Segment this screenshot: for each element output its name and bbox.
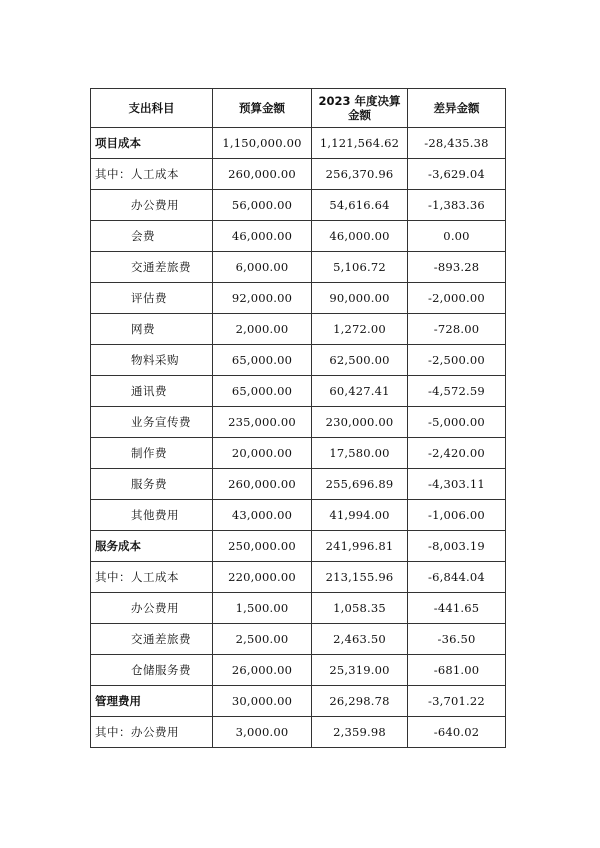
cell-budget: 1,500.00 [213, 593, 312, 624]
expense-table [90, 88, 506, 748]
table-row [91, 283, 506, 314]
cell-budget: 260,000.00 [213, 159, 312, 190]
cell-final: 46,000.00 [312, 221, 408, 252]
cell-subject: 仓储服务费 [91, 655, 213, 686]
cell-subject: 其他费用 [91, 500, 213, 531]
cell-diff: -4,572.59 [408, 376, 506, 407]
header-subject: 支出科目 [91, 89, 213, 128]
table-row [91, 314, 506, 345]
cell-budget: 2,500.00 [213, 624, 312, 655]
cell-diff: -1,006.00 [408, 500, 506, 531]
cell-diff: -2,000.00 [408, 283, 506, 314]
table-row [91, 438, 506, 469]
cell-subject: 交通差旅费 [91, 252, 213, 283]
table-row [91, 252, 506, 283]
cell-final: 41,994.00 [312, 500, 408, 531]
cell-diff: -640.02 [408, 717, 506, 748]
table-row [91, 655, 506, 686]
cell-final: 256,370.96 [312, 159, 408, 190]
header-final-line1: 2023 年度决算 [318, 94, 401, 108]
cell-subject: 物料采购 [91, 345, 213, 376]
cell-diff: -2,500.00 [408, 345, 506, 376]
cell-budget: 65,000.00 [213, 345, 312, 376]
table-row [91, 469, 506, 500]
cell-subject: 评估费 [91, 283, 213, 314]
table-header [91, 89, 506, 128]
cell-subject: 办公费用 [91, 190, 213, 221]
cell-budget: 1,150,000.00 [213, 128, 312, 159]
cell-diff: -2,420.00 [408, 438, 506, 469]
cell-subject: 服务成本 [91, 531, 213, 562]
cell-subject: 业务宣传费 [91, 407, 213, 438]
cell-final: 54,616.64 [312, 190, 408, 221]
table-row [91, 717, 506, 748]
cell-budget: 3,000.00 [213, 717, 312, 748]
cell-diff: 0.00 [408, 221, 506, 252]
cell-budget: 30,000.00 [213, 686, 312, 717]
cell-final: 26,298.78 [312, 686, 408, 717]
cell-subject: 服务费 [91, 469, 213, 500]
table-row [91, 128, 506, 159]
table-row [91, 531, 506, 562]
cell-diff: -441.65 [408, 593, 506, 624]
cell-budget: 20,000.00 [213, 438, 312, 469]
cell-final: 2,463.50 [312, 624, 408, 655]
cell-diff: -28,435.38 [408, 128, 506, 159]
cell-budget: 92,000.00 [213, 283, 312, 314]
cell-diff: -8,003.19 [408, 531, 506, 562]
cell-subject: 通讯费 [91, 376, 213, 407]
cell-final: 230,000.00 [312, 407, 408, 438]
cell-budget: 26,000.00 [213, 655, 312, 686]
cell-final: 241,996.81 [312, 531, 408, 562]
cell-subject: 会费 [91, 221, 213, 252]
cell-subject: 项目成本 [91, 128, 213, 159]
cell-final: 1,121,564.62 [312, 128, 408, 159]
header-final [312, 89, 408, 128]
header-budget: 预算金额 [213, 89, 312, 128]
cell-diff: -893.28 [408, 252, 506, 283]
header-row [91, 89, 506, 128]
table-row [91, 190, 506, 221]
cell-final: 62,500.00 [312, 345, 408, 376]
cell-diff: -1,383.36 [408, 190, 506, 221]
cell-subject: 其中：办公费用 [91, 717, 213, 748]
table-row [91, 593, 506, 624]
cell-subject: 制作费 [91, 438, 213, 469]
cell-diff: -36.50 [408, 624, 506, 655]
header-diff: 差异金额 [408, 89, 506, 128]
cell-diff: -3,629.04 [408, 159, 506, 190]
cell-diff: -5,000.00 [408, 407, 506, 438]
cell-final: 255,696.89 [312, 469, 408, 500]
header-final-line2: 金额 [348, 108, 371, 122]
table-row [91, 562, 506, 593]
table-row [91, 376, 506, 407]
cell-final: 25,319.00 [312, 655, 408, 686]
cell-subject: 管理费用 [91, 686, 213, 717]
cell-subject: 交通差旅费 [91, 624, 213, 655]
cell-diff: -3,701.22 [408, 686, 506, 717]
cell-budget: 46,000.00 [213, 221, 312, 252]
cell-final: 90,000.00 [312, 283, 408, 314]
cell-final: 213,155.96 [312, 562, 408, 593]
cell-subject: 办公费用 [91, 593, 213, 624]
table-row [91, 500, 506, 531]
cell-final: 1,058.35 [312, 593, 408, 624]
cell-final: 17,580.00 [312, 438, 408, 469]
cell-budget: 260,000.00 [213, 469, 312, 500]
cell-budget: 2,000.00 [213, 314, 312, 345]
cell-budget: 6,000.00 [213, 252, 312, 283]
cell-final: 60,427.41 [312, 376, 408, 407]
cell-budget: 235,000.00 [213, 407, 312, 438]
cell-diff: -6,844.04 [408, 562, 506, 593]
cell-budget: 220,000.00 [213, 562, 312, 593]
cell-subject: 其中：人工成本 [91, 562, 213, 593]
table-row [91, 624, 506, 655]
table-row [91, 686, 506, 717]
cell-diff: -728.00 [408, 314, 506, 345]
table-body [91, 128, 506, 748]
cell-final: 2,359.98 [312, 717, 408, 748]
table-row [91, 407, 506, 438]
cell-subject: 网费 [91, 314, 213, 345]
table-row [91, 159, 506, 190]
cell-subject: 其中：人工成本 [91, 159, 213, 190]
cell-final: 5,106.72 [312, 252, 408, 283]
table-row [91, 221, 506, 252]
cell-budget: 56,000.00 [213, 190, 312, 221]
cell-budget: 65,000.00 [213, 376, 312, 407]
cell-final: 1,272.00 [312, 314, 408, 345]
cell-budget: 43,000.00 [213, 500, 312, 531]
cell-diff: -4,303.11 [408, 469, 506, 500]
table-row [91, 345, 506, 376]
cell-budget: 250,000.00 [213, 531, 312, 562]
cell-diff: -681.00 [408, 655, 506, 686]
